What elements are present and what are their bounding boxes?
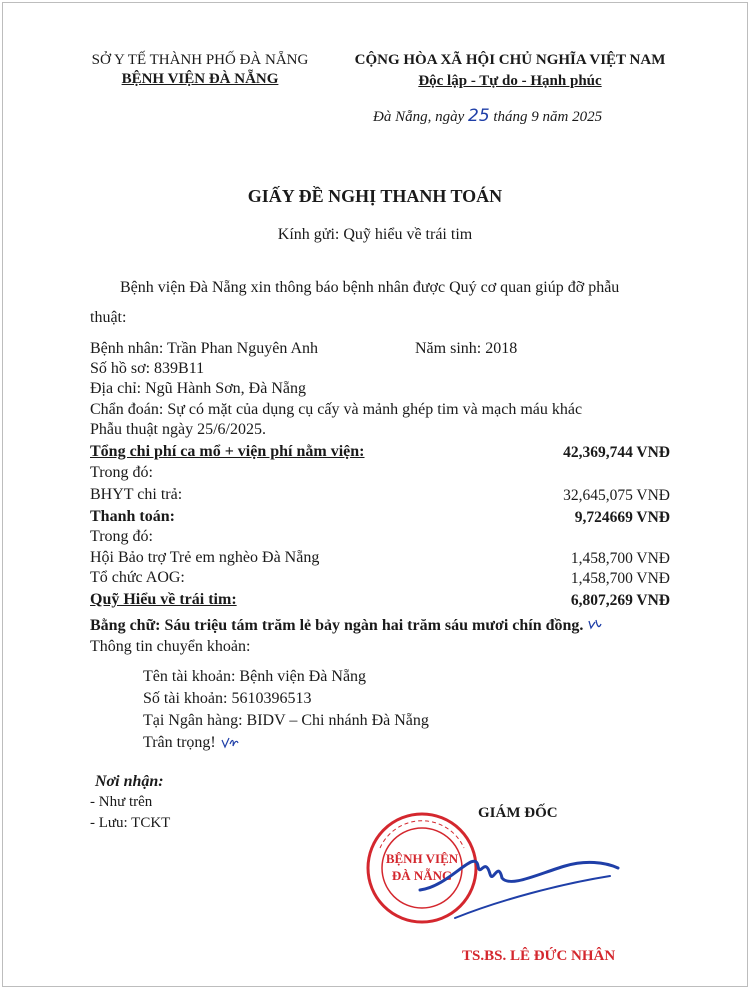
words-label: Bằng chữ: [90, 617, 161, 634]
fund-label: Quỹ Hiểu về trái tim: [90, 591, 237, 608]
closing-line [143, 734, 240, 752]
bank-name: Tại Ngân hàng: BIDV – Chi nhánh Đà Nẵng [143, 712, 429, 729]
bhyt-value: 32,645,075 VNĐ [563, 487, 670, 504]
recipients-title: Nơi nhận: [95, 773, 164, 790]
payment-label: Thanh toán: [90, 508, 175, 525]
assoc-value: 1,458,700 VNĐ [570, 550, 670, 567]
patient-birth: Năm sinh: 2018 [415, 340, 518, 357]
date-suffix: tháng 9 năm 2025 [493, 109, 603, 125]
closing-text: Trân trọng! [143, 734, 216, 751]
fund-value: 6,807,269 VNĐ [570, 592, 670, 609]
bhyt-label: BHYT chi trả: [90, 486, 183, 503]
org-line-1: SỞ Y TẾ THÀNH PHỐ ĐÀ NẴNG [91, 52, 309, 68]
amount-in-words [90, 617, 603, 635]
recipient-line: Kính gửi: Quỹ hiểu về trái tim [277, 226, 473, 243]
intro-line-2: thuật: [90, 309, 127, 326]
total-label: Tổng chi phí ca mổ + viện phí nằm viện: [90, 443, 365, 460]
account-name: Tên tài khoản: Bệnh viện Đà Nẵng [143, 668, 367, 685]
aog-value: 1,458,700 VNĐ [570, 570, 670, 587]
country-line-1: CỘNG HÒA XÃ HỘI CHỦ NGHĨA VIỆT NAM [354, 52, 666, 68]
payment-value: 9,724669 VNĐ [574, 509, 670, 526]
date-prefix: Đà Nẵng, ngày [373, 109, 465, 125]
patient-name: Bệnh nhân: Trần Phan Nguyên Anh [90, 340, 318, 357]
aog-label: Tổ chức AOG: [90, 569, 185, 586]
doc-title: GIẤY ĐỀ NGHỊ THANH TOÁN [247, 186, 503, 206]
total-value: 42,369,744 VNĐ [563, 444, 670, 461]
patient-surgery: Phẫu thuật ngày 25/6/2025. [90, 421, 266, 438]
intro-line-1: Bệnh viện Đà Nẵng xin thông báo bệnh nhân được Quý cơ quan giúp đỡ phẫu [120, 279, 620, 296]
initials-mark-2 [220, 735, 240, 749]
org-line-2: BỆNH VIỆN ĐÀ NẴNG [121, 71, 279, 87]
account-number: Số tài khoản: 5610396513 [143, 690, 312, 707]
stamp-text-1: BỆNH VIỆN [385, 851, 459, 866]
stamp-text-2: ĐÀ NẴNG [391, 868, 453, 883]
in-which-1: Trong đó: [90, 464, 153, 481]
country-line-2: Độc lập - Tự do - Hạnh phúc [418, 73, 602, 89]
signer-title: GIÁM ĐỐC [478, 805, 558, 821]
official-stamp [360, 808, 620, 938]
assoc-label: Hội Bảo trợ Trẻ em nghèo Đà Nẵng [90, 549, 320, 566]
words-value: Sáu triệu tám trăm lẻ bảy ngàn hai trăm sáu mươi chín đồng. [164, 617, 584, 634]
in-which-2: Trong đó: [90, 528, 153, 545]
signer-name: TS.BS. LÊ ĐỨC NHÂN [462, 948, 616, 964]
recipient-2: - Lưu: TCKT [90, 815, 171, 831]
patient-record: Số hồ sơ: 839B11 [90, 360, 205, 377]
patient-address: Địa chỉ: Ngũ Hành Sơn, Đà Nẵng [90, 380, 306, 397]
patient-diagnosis: Chẩn đoán: Sự có mặt của dụng cụ cấy và mảnh ghép tim và mạch máu khác [90, 401, 583, 418]
date-line [373, 106, 602, 126]
bank-heading: Thông tin chuyển khoản: [90, 638, 251, 655]
initials-mark-1 [587, 618, 603, 632]
date-day: 25 [468, 106, 490, 126]
recipient-1: - Như trên [90, 794, 153, 810]
